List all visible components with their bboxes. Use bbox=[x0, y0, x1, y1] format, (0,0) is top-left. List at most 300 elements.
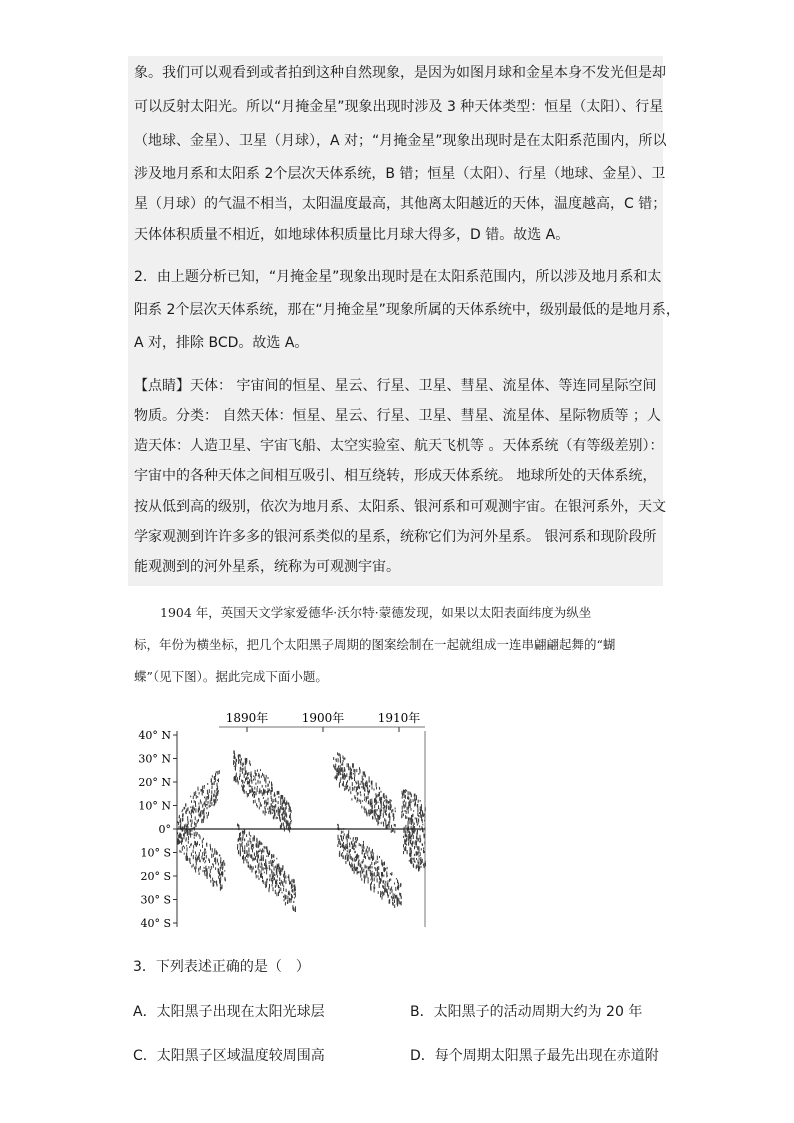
sunspot-mark bbox=[395, 824, 396, 827]
sunspot-mark bbox=[244, 845, 245, 849]
sunspot-mark bbox=[359, 863, 360, 867]
sunspot-mark bbox=[387, 867, 388, 869]
sunspot-mark bbox=[414, 794, 415, 797]
sunspot-mark bbox=[199, 844, 200, 846]
explanation-line: 星（月球）的气温不相当，太阳温度最高，其他离太阳越近的天体，温度越高，C 错； bbox=[134, 196, 667, 212]
sunspot-mark bbox=[213, 800, 214, 802]
sunspot-mark bbox=[280, 802, 281, 806]
latitude-tick-label: 20° N bbox=[138, 776, 171, 789]
sunspot-mark bbox=[350, 838, 351, 840]
sunspot-mark bbox=[293, 879, 294, 884]
sunspot-mark bbox=[351, 866, 352, 869]
sunspot-mark bbox=[240, 844, 241, 848]
sunspot-mark bbox=[337, 768, 338, 772]
sunspot-mark bbox=[381, 860, 382, 864]
sunspot-mark bbox=[268, 784, 269, 786]
sunspot-mark bbox=[360, 874, 361, 878]
sunspot-mark bbox=[255, 800, 256, 803]
sunspot-mark bbox=[276, 868, 277, 872]
sunspot-mark bbox=[401, 901, 402, 905]
sunspot-mark bbox=[334, 766, 335, 770]
sunspot-mark bbox=[286, 806, 287, 809]
sunspot-mark bbox=[220, 887, 221, 891]
sunspot-mark bbox=[380, 808, 381, 812]
sunspot-mark bbox=[354, 843, 355, 847]
sunspot-mark bbox=[355, 845, 356, 848]
year-tick-label: 1890年 bbox=[225, 711, 269, 725]
sunspot-mark bbox=[261, 874, 262, 878]
sunspot-mark bbox=[196, 862, 197, 865]
sunspot-mark bbox=[354, 777, 355, 781]
sunspot-mark bbox=[370, 851, 371, 854]
sunspot-mark bbox=[389, 824, 390, 828]
sunspot-mark bbox=[294, 879, 295, 883]
sunspot-mark bbox=[289, 882, 290, 884]
sunspot-mark bbox=[195, 808, 196, 812]
sunspot-mark bbox=[390, 879, 391, 881]
sunspot-mark bbox=[281, 880, 282, 884]
sunspot-mark bbox=[347, 843, 348, 847]
sunspot-mark bbox=[215, 799, 216, 801]
sunspot-mark bbox=[374, 789, 375, 791]
sunspot-mark bbox=[371, 809, 372, 813]
sunspot-mark bbox=[393, 816, 394, 818]
sunspot-mark bbox=[190, 796, 191, 798]
sunspot-mark bbox=[205, 804, 206, 808]
sunspot-mark bbox=[415, 817, 416, 819]
sunspot-mark bbox=[247, 844, 248, 847]
option-a[interactable]: A．太阳黑子出现在太阳光球层 bbox=[133, 1004, 325, 1020]
sunspot-mark bbox=[381, 791, 382, 793]
sunspot-mark bbox=[380, 894, 381, 898]
sunspot-mark bbox=[362, 861, 363, 864]
sunspot-mark bbox=[252, 848, 253, 852]
sunspot-mark bbox=[250, 791, 251, 793]
sunspot-mark bbox=[366, 850, 367, 854]
sunspot-mark bbox=[197, 796, 198, 798]
sunspot-mark bbox=[406, 790, 407, 792]
sunspot-mark bbox=[396, 878, 397, 880]
sunspot-mark bbox=[248, 865, 249, 868]
sunspot-mark bbox=[278, 791, 279, 795]
sunspot-mark bbox=[342, 831, 343, 834]
sunspot-mark bbox=[248, 843, 249, 845]
sunspot-mark bbox=[278, 865, 279, 870]
sunspot-mark bbox=[243, 785, 244, 789]
sunspot-mark bbox=[363, 843, 364, 846]
sunspot-mark bbox=[395, 810, 396, 812]
sunspot-mark bbox=[201, 802, 202, 805]
sunspot-mark bbox=[409, 837, 410, 840]
sunspot-mark bbox=[283, 823, 284, 826]
sunspot-mark bbox=[414, 803, 415, 806]
sunspot-mark bbox=[280, 888, 281, 891]
sunspot-mark bbox=[285, 880, 286, 884]
latitude-tick-label: 40° N bbox=[138, 729, 171, 742]
sunspot-mark bbox=[197, 842, 198, 844]
sunspot-mark bbox=[253, 866, 254, 869]
sunspot-mark bbox=[289, 893, 290, 896]
latitude-tick-label: 20° S bbox=[140, 870, 171, 883]
sunspot-mark bbox=[386, 797, 387, 799]
sunspot-mark bbox=[241, 785, 242, 788]
sunspot-mark bbox=[379, 787, 380, 790]
sunspot-mark bbox=[352, 858, 353, 862]
sunspot-mark bbox=[346, 836, 347, 840]
sunspot-mark bbox=[272, 801, 273, 804]
sunspot-mark bbox=[213, 795, 214, 797]
sunspot-mark bbox=[257, 788, 258, 792]
sunspot-mark bbox=[269, 781, 270, 784]
sunspot-mark bbox=[384, 796, 385, 799]
sunspot-mark bbox=[256, 851, 257, 855]
sunspot-mark bbox=[263, 793, 264, 795]
sunspot-mark bbox=[261, 791, 262, 794]
sunspot-mark bbox=[199, 872, 200, 875]
sunspot-mark bbox=[284, 797, 285, 801]
sunspot-mark bbox=[347, 853, 348, 856]
sunspot-mark bbox=[206, 843, 207, 847]
sunspot-mark bbox=[410, 860, 411, 863]
sunspot-mark bbox=[203, 870, 204, 872]
sunspot-mark bbox=[381, 822, 382, 824]
sunspot-mark bbox=[206, 855, 207, 859]
sunspot-mark bbox=[207, 871, 208, 875]
sunspot-mark bbox=[274, 810, 275, 812]
sunspot-mark bbox=[406, 838, 407, 842]
sunspot-mark bbox=[369, 781, 370, 783]
sunspot-mark bbox=[368, 800, 369, 804]
sunspot-mark bbox=[355, 797, 356, 800]
sunspot-mark bbox=[419, 848, 420, 852]
sunspot-mark bbox=[372, 801, 373, 804]
sunspot-mark bbox=[421, 866, 422, 868]
sunspot-mark bbox=[374, 878, 375, 882]
sunspot-mark bbox=[249, 790, 250, 794]
sunspot-mark bbox=[217, 771, 218, 775]
sunspot-mark bbox=[180, 833, 181, 836]
sunspot-mark bbox=[378, 816, 379, 819]
sunspot-mark bbox=[202, 787, 203, 791]
sunspot-mark bbox=[210, 801, 211, 805]
sunspot-mark bbox=[352, 782, 353, 786]
sunspot-mark bbox=[355, 781, 356, 783]
sunspot-mark bbox=[272, 812, 273, 814]
sunspot-mark bbox=[370, 883, 371, 885]
sunspot-mark bbox=[414, 854, 415, 856]
sunspot-mark bbox=[246, 758, 247, 760]
option-b[interactable]: B．太阳黑子的活动周期大约为 20 年 bbox=[410, 1004, 643, 1020]
sunspot-mark bbox=[264, 778, 265, 781]
sunspot-mark bbox=[222, 884, 223, 888]
sunspot-mark bbox=[386, 805, 387, 809]
sunspot-mark bbox=[410, 847, 411, 850]
sunspot-mark bbox=[257, 851, 258, 854]
sunspot-mark bbox=[356, 858, 357, 861]
sunspot-mark bbox=[179, 850, 180, 853]
sunspot-mark bbox=[262, 876, 263, 879]
sunspot-mark bbox=[365, 796, 366, 799]
sunspot-mark bbox=[278, 812, 279, 815]
sunspot-mark bbox=[354, 786, 355, 788]
sunspot-mark bbox=[369, 857, 370, 860]
tip-line: 【点睛】天体： 宇宙间的恒星、星云、行星、卫星、彗星、流星体、等连同星际空间 bbox=[134, 378, 657, 394]
sunspot-mark bbox=[185, 811, 186, 814]
sunspot-mark bbox=[256, 803, 257, 806]
sunspot-mark bbox=[259, 807, 260, 810]
sunspot-mark bbox=[250, 835, 251, 837]
sunspot-mark bbox=[357, 786, 358, 790]
sunspot-mark bbox=[244, 782, 245, 784]
sunspot-mark bbox=[411, 808, 412, 811]
sunspot-mark bbox=[358, 773, 359, 775]
sunspot-mark bbox=[372, 866, 373, 869]
sunspot-mark bbox=[349, 862, 350, 866]
sunspot-mark bbox=[405, 795, 406, 799]
sunspot-mark bbox=[394, 830, 395, 833]
sunspot-mark bbox=[341, 845, 342, 847]
sunspot-mark bbox=[265, 778, 266, 782]
sunspot-mark bbox=[360, 871, 361, 874]
sunspot-mark bbox=[237, 777, 238, 781]
sunspot-mark bbox=[338, 772, 339, 775]
sunspot-mark bbox=[276, 817, 277, 820]
sunspot-mark bbox=[407, 797, 408, 799]
sunspot-mark bbox=[380, 800, 381, 804]
latitude-tick-label: 10° S bbox=[140, 846, 171, 860]
sunspot-mark bbox=[349, 849, 350, 853]
sunspot-mark bbox=[338, 766, 339, 768]
sunspot-mark bbox=[406, 816, 407, 818]
sunspot-mark bbox=[277, 879, 278, 881]
sunspot-mark bbox=[391, 896, 392, 899]
sunspot-mark bbox=[362, 776, 363, 780]
sunspot-mark bbox=[275, 804, 276, 807]
sunspot-mark bbox=[357, 854, 358, 859]
sunspot-mark bbox=[378, 822, 379, 824]
sunspot-mark bbox=[417, 824, 418, 826]
sunspot-mark bbox=[238, 755, 239, 758]
sunspot-mark bbox=[340, 843, 341, 845]
sunspot-mark bbox=[388, 814, 389, 818]
sunspot-mark bbox=[209, 805, 210, 808]
sunspot-mark bbox=[380, 878, 381, 881]
sunspot-mark bbox=[350, 774, 351, 778]
sunspot-mark bbox=[239, 754, 240, 756]
sunspot-mark bbox=[200, 867, 201, 870]
sunspot-mark bbox=[252, 844, 253, 847]
sunspot-mark bbox=[354, 774, 355, 777]
sunspot-mark bbox=[239, 837, 240, 840]
sunspot-mark bbox=[261, 867, 262, 871]
sunspot-mark bbox=[361, 878, 362, 881]
sunspot-mark bbox=[394, 824, 395, 826]
sunspot-mark bbox=[219, 854, 220, 856]
sunspot-mark bbox=[250, 856, 251, 859]
sunspot-mark bbox=[391, 800, 392, 802]
sunspot-mark bbox=[273, 861, 274, 863]
sunspot-mark bbox=[213, 864, 214, 868]
sunspot-mark bbox=[244, 850, 245, 854]
sunspot-mark bbox=[388, 880, 389, 882]
sunspot-mark bbox=[243, 831, 244, 835]
sunspot-mark bbox=[190, 813, 191, 815]
sunspot-mark bbox=[277, 791, 278, 795]
sunspot-mark bbox=[374, 889, 375, 893]
sunspot-mark bbox=[367, 846, 368, 849]
year-tick-label: 1900年 bbox=[301, 711, 345, 725]
sunspot-mark bbox=[391, 874, 392, 876]
sunspot-mark bbox=[363, 841, 364, 843]
sunspot-mark bbox=[257, 842, 258, 845]
sunspot-mark bbox=[286, 889, 287, 892]
sunspot-mark bbox=[202, 854, 203, 856]
sunspot-mark bbox=[406, 844, 407, 846]
sunspot-mark bbox=[258, 875, 259, 877]
sunspot-mark bbox=[254, 795, 255, 798]
sunspot-mark bbox=[272, 864, 273, 867]
sunspot-mark bbox=[212, 848, 213, 852]
latitude-tick-label: 30° N bbox=[138, 752, 171, 766]
answer-line: A 对，排除 BCD。故选 A。 bbox=[134, 335, 309, 351]
sunspot-mark bbox=[404, 800, 405, 803]
sunspot-mark bbox=[388, 806, 389, 809]
sunspot-mark bbox=[417, 839, 418, 842]
sunspot-mark bbox=[249, 853, 250, 856]
sunspot-mark bbox=[413, 841, 414, 845]
sunspot-mark bbox=[366, 810, 367, 814]
sunspot-mark bbox=[252, 858, 253, 861]
sunspot-mark bbox=[403, 851, 404, 854]
sunspot-mark bbox=[271, 790, 272, 794]
sunspot-mark bbox=[372, 850, 373, 854]
sunspot-mark bbox=[343, 756, 344, 759]
sunspot-mark bbox=[263, 797, 264, 799]
sunspot-mark bbox=[266, 800, 267, 803]
sunspot-mark bbox=[359, 843, 360, 846]
sunspot-mark bbox=[254, 777, 255, 780]
sunspot-mark bbox=[284, 816, 285, 820]
sunspot-mark bbox=[382, 872, 383, 876]
sunspot-mark bbox=[377, 867, 378, 870]
sunspot-mark bbox=[402, 797, 403, 799]
sunspot-mark bbox=[235, 762, 236, 766]
sunspot-mark bbox=[281, 795, 282, 798]
sunspot-mark bbox=[390, 892, 391, 894]
sunspot-mark bbox=[264, 791, 265, 793]
sunspot-mark bbox=[202, 840, 203, 844]
sunspot-mark bbox=[372, 858, 373, 861]
sunspot-mark bbox=[370, 874, 371, 877]
option-c[interactable]: C．太阳黑子区域温度较周围高 bbox=[133, 1048, 325, 1064]
sunspot-mark bbox=[272, 874, 273, 878]
sunspot-mark bbox=[356, 854, 357, 858]
sunspot-mark bbox=[292, 884, 293, 888]
sunspot-mark bbox=[199, 792, 200, 795]
sunspot-mark bbox=[389, 900, 390, 904]
sunspot-mark bbox=[285, 813, 286, 817]
sunspot-mark bbox=[246, 851, 247, 853]
sunspot-mark bbox=[343, 855, 344, 859]
sunspot-mark bbox=[416, 797, 417, 800]
sunspot-mark bbox=[370, 809, 371, 813]
sunspot-mark bbox=[259, 774, 260, 778]
sunspot-mark bbox=[374, 862, 375, 865]
sunspot-mark bbox=[178, 822, 179, 825]
answer-line: 阳系 2个层次天体系统，那在“月掩金星”现象所属的天体系统中，级别最低的是地月系， bbox=[134, 302, 680, 318]
option-d[interactable]: D．每个周期太阳黑子最先出现在赤道附 bbox=[410, 1048, 659, 1064]
sunspot-mark bbox=[259, 841, 260, 845]
sunspot-mark bbox=[276, 858, 277, 860]
sunspot-mark bbox=[201, 789, 202, 791]
sunspot-mark bbox=[349, 786, 350, 790]
sunspot-mark bbox=[220, 876, 221, 880]
sunspot-mark bbox=[294, 897, 295, 899]
sunspot-mark bbox=[383, 875, 384, 877]
sunspot-mark bbox=[348, 763, 349, 767]
sunspot-mark bbox=[361, 806, 362, 809]
sunspot-mark bbox=[418, 860, 419, 864]
sunspot-mark bbox=[290, 807, 291, 810]
sunspot-mark bbox=[221, 872, 222, 876]
sunspot-mark bbox=[283, 888, 284, 892]
sunspot-mark bbox=[411, 817, 412, 819]
sunspot-mark bbox=[235, 767, 236, 769]
sunspot-mark bbox=[279, 887, 280, 889]
sunspot-mark bbox=[215, 857, 216, 861]
sunspot-mark bbox=[259, 788, 260, 792]
sunspot-mark bbox=[260, 844, 261, 846]
explanation-line: 可以反射太阳光。所以“月掩金星”现象出现时涉及 3 种天体类型：恒星（太阳）、行星 bbox=[134, 99, 664, 115]
sunspot-mark bbox=[371, 862, 372, 865]
sunspot-mark bbox=[207, 807, 208, 809]
sunspot-mark bbox=[361, 781, 362, 783]
sunspot-mark bbox=[369, 776, 370, 780]
sunspot-mark bbox=[398, 885, 399, 889]
sunspot-mark bbox=[263, 867, 264, 870]
sunspot-mark bbox=[392, 889, 393, 893]
sunspot-mark bbox=[362, 800, 363, 802]
sunspot-mark bbox=[359, 767, 360, 770]
sunspot-mark bbox=[195, 805, 196, 807]
sunspot-mark bbox=[219, 871, 220, 875]
sunspot-mark bbox=[250, 867, 251, 869]
sunspot-mark bbox=[270, 874, 271, 877]
sunspot-mark bbox=[354, 848, 355, 850]
sunspot-mark bbox=[414, 823, 415, 825]
sunspot-mark bbox=[255, 856, 256, 860]
sunspot-mark bbox=[220, 857, 221, 861]
sunspot-mark bbox=[364, 806, 365, 810]
sunspot-mark bbox=[192, 820, 193, 824]
sunspot-mark bbox=[243, 763, 244, 765]
sunspot-mark bbox=[254, 787, 255, 790]
sunspot-mark bbox=[408, 842, 409, 846]
sunspot-mark bbox=[340, 757, 341, 761]
sunspot-mark bbox=[275, 866, 276, 869]
sunspot-mark bbox=[418, 822, 419, 824]
sunspot-mark bbox=[385, 881, 386, 883]
sunspot-mark bbox=[416, 844, 417, 848]
sunspot-mark bbox=[392, 809, 393, 812]
sunspot-mark bbox=[180, 818, 181, 822]
sunspot-mark bbox=[207, 783, 208, 785]
sunspot-mark bbox=[294, 893, 295, 895]
sunspot-mark bbox=[408, 831, 409, 833]
sunspot-mark bbox=[371, 876, 372, 879]
sunspot-mark bbox=[290, 817, 291, 820]
sunspot-mark bbox=[180, 823, 181, 825]
